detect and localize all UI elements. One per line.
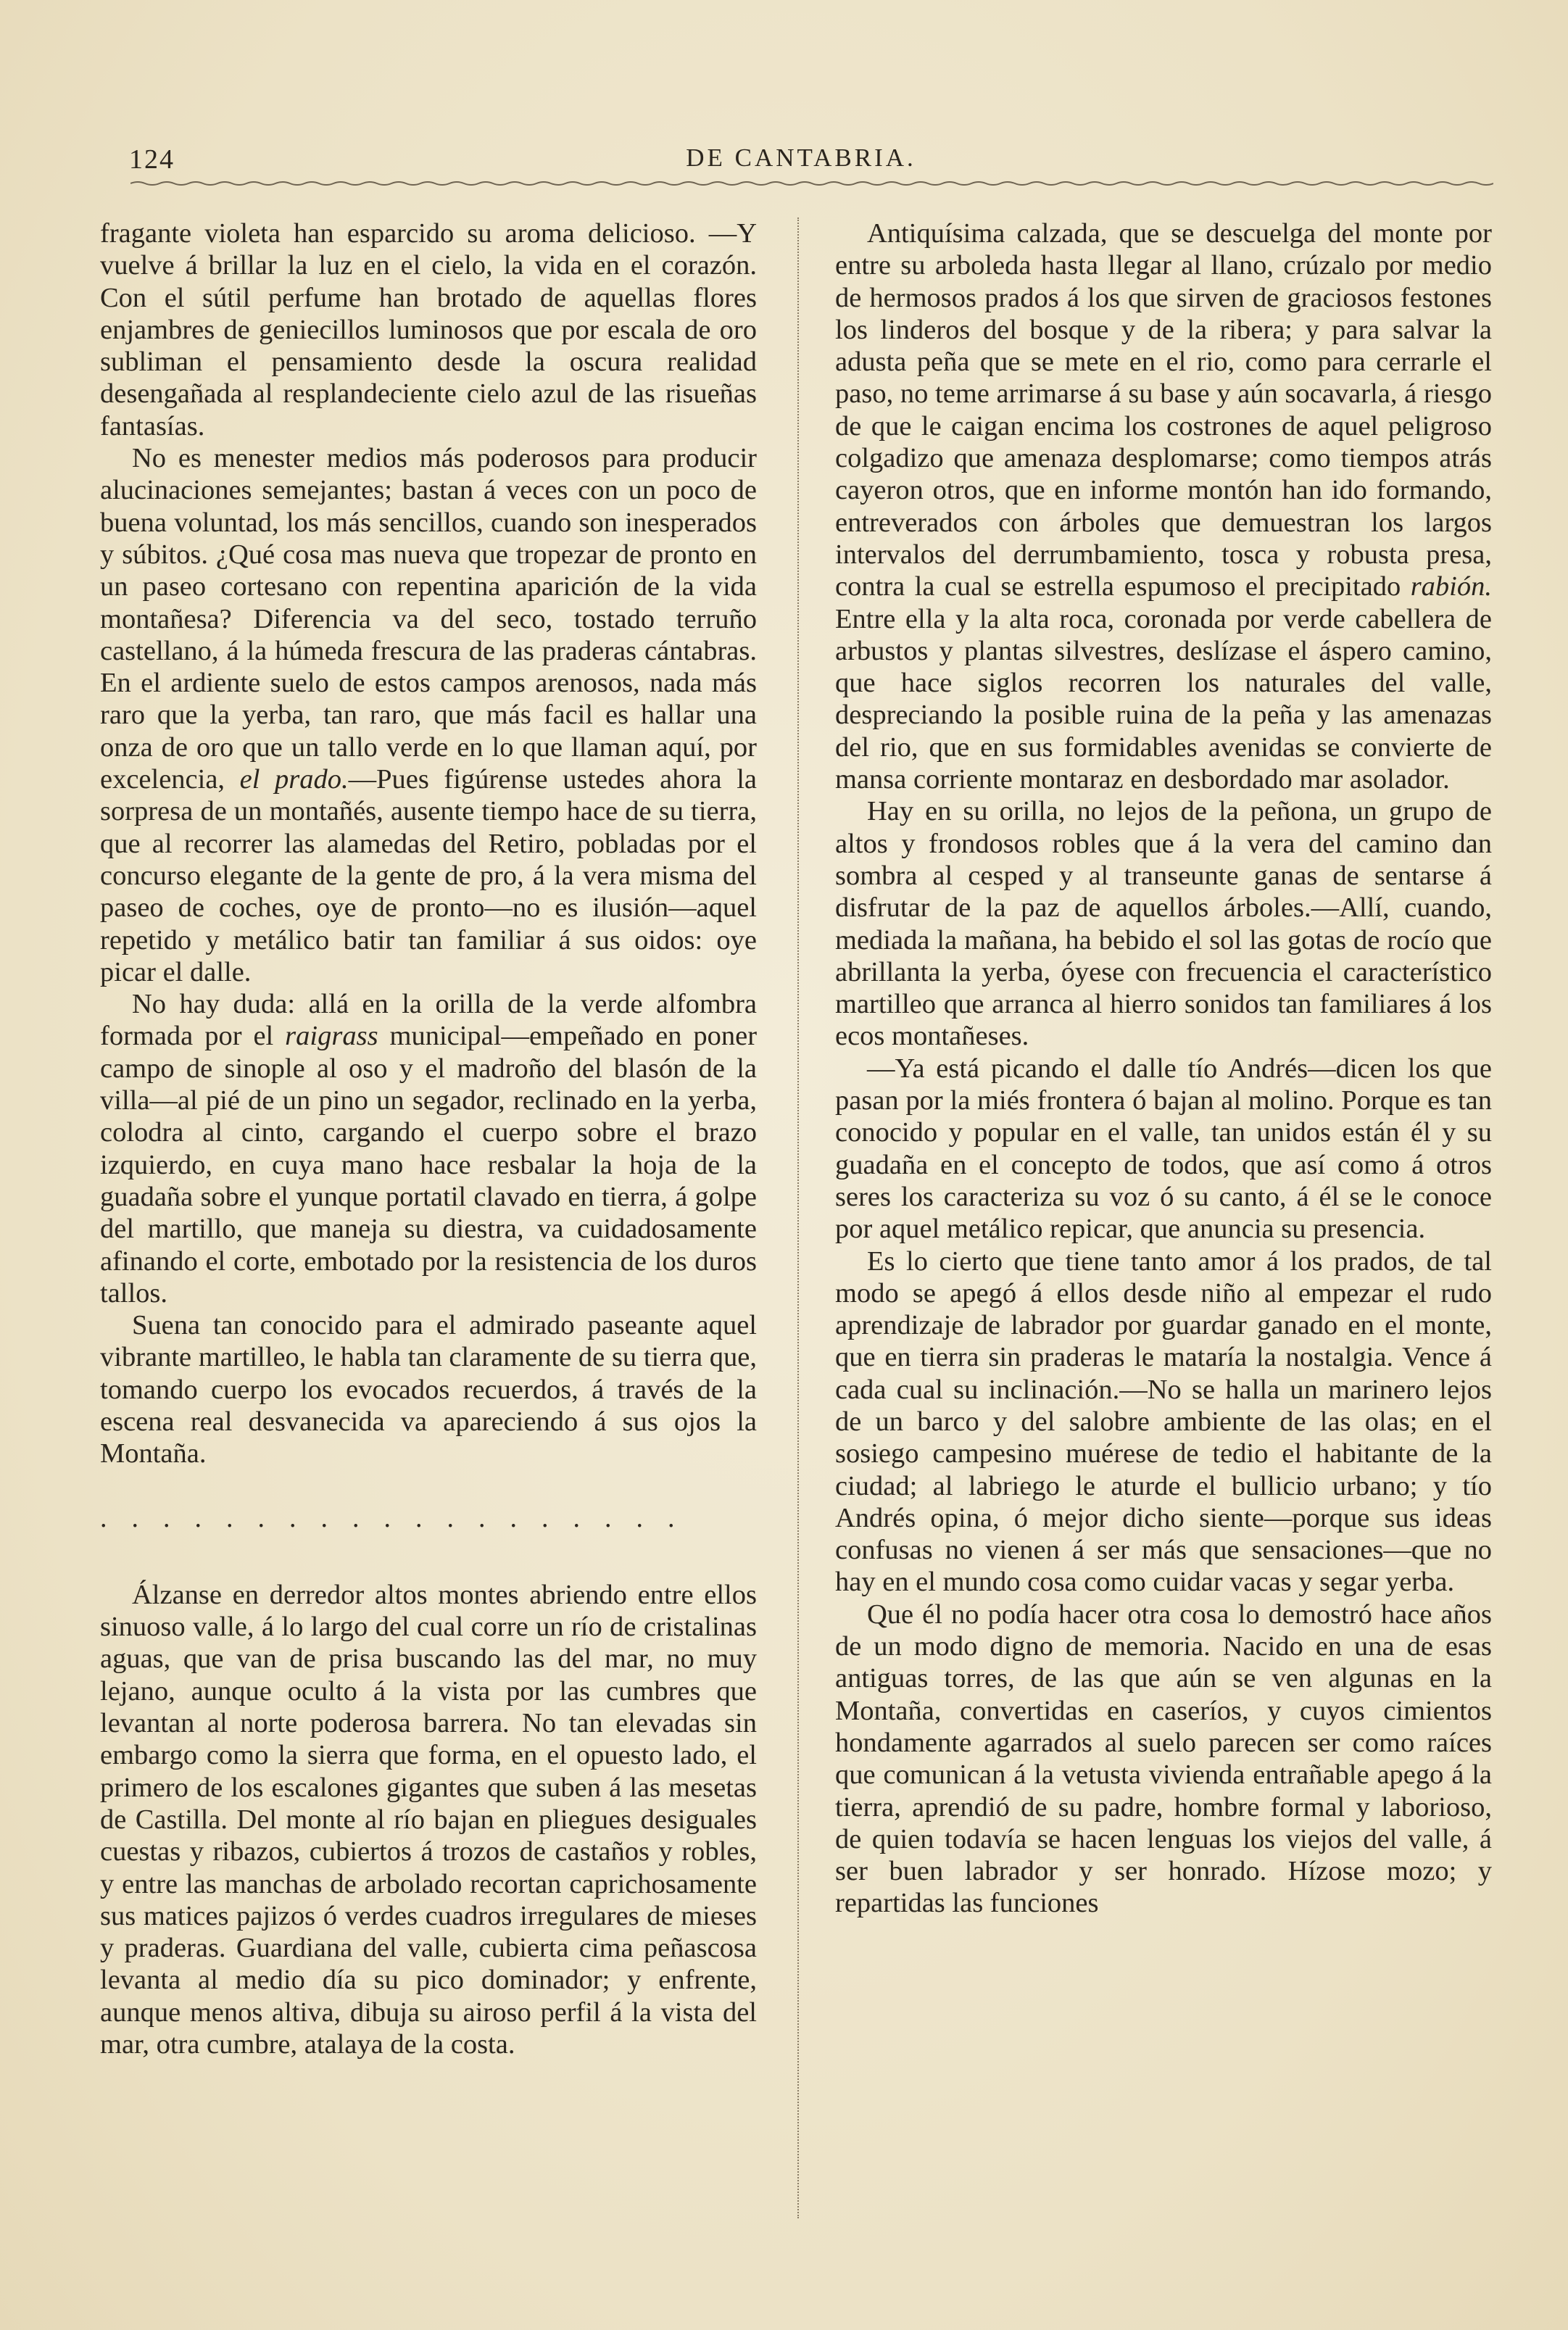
text-run: —Pues figúrense ustedes ahora la sorpresa de un montañés, ausente tiempo hace de su tierra, que al recorrer las alamedas del Retiro, pobladas por el concurso elegante de la gente de pro, á la vera misma del paseo de coches, oye de pronto—no es ilusión—aquel repetido y metálico batir tan familiar á sus oidos: oye picar el dalle.	[100, 764, 757, 987]
text-run: Antiquísima calzada, que se descuelga del monte por entre su arboleda hasta llegar al llano, crúzalo por medio de hermosos prados á los que sirven de graciosos festones los linderos del bosque y de la ribera; y para salvar la adusta peña que se mete en el rio, como para cerrarle el paso, no teme arrimarse á su base y aún socavarla, á riesgo de que le caigan encima los costrones de aquel peligroso colgadizo que amenaza desplomarse; como tiempos atrás cayeron otros, que en informe montón han ido formando, entreverados con árboles que demuestran los largos intervalos del derrumbamiento, tosca y robusta presa, contra la cual se estrella espumoso el precipitado	[835, 218, 1492, 602]
paragraph: fragante violeta han esparcido su aroma delicioso. —Y vuelve á brillar la luz en el cielo, la vida en el corazón. Con el sútil perfume han brotado de aquellas flores enjambres de geniecillos luminosos que por escala de oro subliman el pensamiento desde la oscura realidad desengañada al resplandeciente cielo azul de las risueñas fantasías.	[100, 218, 757, 441]
section-break: ...................	[100, 1502, 700, 1533]
paragraph	[835, 217, 1492, 795]
text-run: municipal—empeñado en poner campo de sinople al oso y el madroño del blasón de la villa—al pié de un pino un segador, reclinado en la yerba, colodra al cinto, cargando el cuerpo sobre el brazo izquierdo, en cuya mano hace resbalar la hoja de la guadaña sobre el yunque portatil clavado en tierra, á golpe del martillo, que maneja su diestra, va cuidadosamente afinando el corte, embotado por la resistencia de los duros tallos.	[100, 1021, 758, 1309]
right-column	[835, 217, 1492, 1920]
header-rule	[130, 180, 1493, 187]
paragraph: Álzanse en derredor altos montes abriendo entre ellos sinuoso valle, á lo largo del cual corre un río de cristalinas aguas, que van de prisa buscando las del mar, no muy lejano, aunque oculto á la vista por las cumbres que levantan al norte poderosa barrera. No tan elevadas sin embargo como la sierra que forma, en el opuesto lado, el primero de los escalones gigantes que suben á las mesetas de Castilla. Del monte al río bajan en pliegues desiguales cuestas y ribazos, cubiertos á trozos de castaños y robles, y entre las manchas de arbolado recortan caprichosamente sus matices pajizos ó verdes cuadros irregulares de mieses y praderas. Guardiana del valle, cubierta cima peñascosa levanta al medio día su pico dominador; y enfrente, aunque menos altiva, dibuja su airoso perfil á la vista del mar, otra cumbre, atalaya de la costa.	[100, 1579, 757, 2060]
text-run: No es menester medios más poderosos para producir alucinaciones semejantes; bastan á veces con un poco de buena voluntad, los más sencillos, cuando son inesperados y súbitos. ¿Qué cosa mas nueva que tropezar de pronto en un paseo cortesano con repentina aparición de la vida montañesa? Diferencia va del seco, tostado terruño castellano, á la húmeda frescura de las praderas cántabras. En el ardiente suelo de estos campos arenosos, nada más raro que la yerba, tan raro, que más facil es hallar una onza de oro que un tallo verde en lo que llaman aquí, por excelencia,	[100, 443, 757, 795]
paragraph: Que él no podía hacer otra cosa lo demostró hace años de un modo digno de memoria. Nacido en una de esas antiguas torres, de las que aún se ven algunas en la Montaña, convertidas en caseríos, y cuyos cimientos hondamente agarrados al suelo parecen ser como raíces que comunican á la vetusta vivienda entrañable apego á la tierra, aprendió de su padre, hombre formal y laborioso, de quien todavía se hacen lenguas los viejos del valle, á ser buen labrador y ser honrado. Hízose mozo; y repartidas las funciones	[835, 1599, 1492, 1919]
italic-text: raigrass	[285, 1021, 378, 1052]
text-run: Entre ella y la alta roca, coronada por verde cabellera de arbustos y plantas silvestres, deslízase el áspero camino, que hace siglos recorren los naturales del valle, despreciando la posible ruina de la peña y las amenazas del rio, que en sus formidables avenidas se convierte de mansa corriente montaraz en desbordado mar asolador.	[835, 603, 1492, 795]
running-head: DE CANTABRIA.	[686, 144, 916, 172]
paragraph: Suena tan conocido para el admirado paseante aquel vibrante martilleo, le habla tan claramente de su tierra que, tomando cuerpo los evocados recuerdos, á través de la escena real desvanecida va apareciendo á sus ojos la Montaña.	[100, 1310, 757, 1469]
paragraph	[100, 988, 757, 1309]
page-number: 124	[129, 144, 175, 175]
paragraph: —Ya está picando el dalle tío Andrés—dicen los que pasan por la miés frontera ó bajan al molino. Porque es tan conocido y popular en el valle, tan unidos están él y su guadaña en el concepto de todos, que así como á otros seres los caracteriza su voz ó su canto, á él se le conoce por aquel metálico repicar, que anuncia su presencia.	[835, 1053, 1492, 1245]
paragraph	[100, 442, 757, 988]
text-run: No hay duda: allá en la orilla de la verde alfombra formada por el	[100, 989, 757, 1052]
italic-text: rabión.	[1410, 571, 1493, 602]
italic-text: el prado.	[239, 764, 349, 795]
left-column	[100, 217, 757, 2060]
paragraph: Es lo cierto que tiene tanto amor á los prados, de tal modo se apegó á ellos desde niño al empezar el rudo aprendizaje de labrador por guardar ganado en el monte, que en tierra sin praderas le mataría la nostalgia. Vence á cada cual su inclinación.—No se halla un marinero lejos de un barco y del salobre ambiente de las olas; en el sosiego campesino muérese de tedio el habitante de la ciudad; al labriego le aturde el bullicio urbano; y tío Andrés opina, ó mejor dicho siente—porque sus ideas confusas no vienen á ser más que sensaciones—que no hay en el mundo cosa como cuidar vacas y segar yerba.	[835, 1245, 1492, 1598]
paragraph: Hay en su orilla, no lejos de la peñona, un grupo de altos y frondosos robles que á la vera del camino dan sombra al cesped y al transeunte ganas de sentarse á disfrutar de la paz de aquellos árboles.—Allí, cuando, mediada la mañana, ha bebido el sol las gotas de rocío que abrillanta la yerba, óyese con frecuencia el característico martilleo que arranca al hierro sonidos tan familiares á los ecos montañeses.	[835, 796, 1492, 1052]
column-divider	[797, 217, 799, 2218]
